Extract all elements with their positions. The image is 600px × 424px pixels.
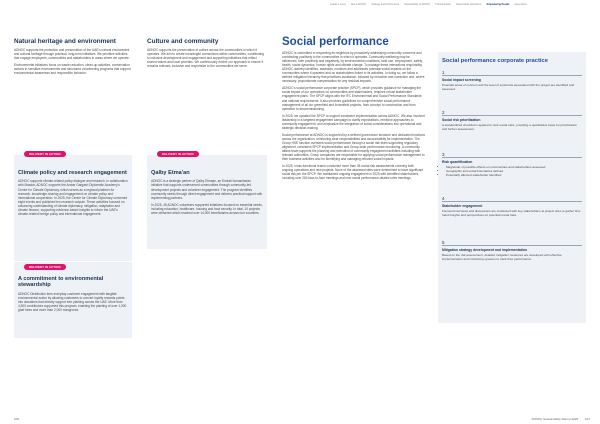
paragraph: ADNOC is a strategic partner of Qalby Etmaan, an Emirati humanitarian initiative that supports underserved communities through community-led development projects and volunteer engagement. The program identifies community needs through direct engagement and delivers practical support with implementing partners. bbox=[151, 179, 263, 200]
delivery-in-action-badge: DELIVERY IN ACTION bbox=[157, 151, 199, 157]
top-navigation bbox=[330, 3, 594, 9]
step-number: 1 bbox=[442, 70, 582, 76]
panel-step-1 bbox=[442, 70, 582, 91]
step-title: Social impact screening bbox=[442, 77, 481, 82]
panel-step-2 bbox=[442, 110, 582, 131]
panel-title: Social performance corporate practice bbox=[442, 58, 548, 64]
nav-item[interactable]: Appendices bbox=[514, 3, 527, 6]
footer-right bbox=[525, 417, 590, 421]
bullet-item: • Magnitude of possible effects on communities and stakeholders assessed bbox=[446, 165, 582, 169]
panel-step-4 bbox=[442, 196, 582, 217]
nav-item[interactable]: About ADNOC bbox=[350, 3, 367, 6]
nav-item[interactable]: Transformation bbox=[435, 3, 452, 6]
natural-heritage-section bbox=[14, 38, 132, 78]
panel-step-5 bbox=[442, 240, 582, 261]
bullet-item: • Potentially affected stakeholder identified bbox=[446, 173, 582, 177]
spcp-panel bbox=[438, 52, 586, 323]
culture-community-section bbox=[147, 38, 267, 71]
box-title: Climate policy and research engagement bbox=[18, 170, 127, 176]
step-number: 2 bbox=[442, 110, 582, 116]
paragraph: In 2025, 45 ADNOC volunteers supported initiatives focused on essential needs, including education, healthcare, housing and food security. In total, 10 projects were delivered which reached over 14,000 beneficiaries across four countries. bbox=[151, 202, 263, 215]
stewardship-content bbox=[18, 276, 128, 315]
paragraph: ADNOC Distribution tires everyday customer engagement with tangible environmental action by allowing customers to convert loyalty rewards points into donations that directly support tree planting across the UAE. More than 4,500 contributors supported this program, enabling the planting of over 1,900 ghaf trees and more than 2,000 mangroves. bbox=[18, 291, 127, 312]
paragraph: In 2025, cross-functional teams conducted more than 35 social risk assessments covering both ongoing operations and new projects. None of the assessed sites were determined to have significant social risk per the SPCP. We maintained ongoing engagement in 2025 with identified stakeholders, including over 260 face-to-face meetings and new social performance-related roles meetings. bbox=[282, 164, 424, 181]
nav-item[interactable]: Empowering People bbox=[486, 3, 510, 6]
paragraph: In 2025, we updated the SPCP to support consistent implementation across ADNOC. We also involved leadership in a targeted engagement campaign to clarify expectations, reinforce approaches to community engagement, and emphasize the integration of social considerations into operational and strategic decision-making. bbox=[282, 113, 425, 130]
step-text: Focused interviews and discussions are conducted with key stakeholders at project sites to gather first-hand insights and perspectives on potential social risks. bbox=[442, 209, 581, 218]
paragraph: ADNOC's social performance corporate practice (SPCP), which provides guidance for managing the social impact of our operations on communities and stakeholders, requires robust stakeholder engagement plans. The SPCP aligns with the IFC Environmental and Social Performance Standards and national requirements. It also provides guidelines for comprehensive social performance management of all our greenfield and brownfield projects, from concept to construction and from operation to decommissioning. bbox=[282, 86, 422, 111]
paragraph: ADNOC supports the protection and preservation of the UAE's natural environment and cultural heritage through practical, long-term initiatives. We prioritize activities that engage employees, communities and stakeholders in areas where we operate. bbox=[14, 48, 130, 61]
step-number: 5 bbox=[442, 240, 582, 246]
paragraph: ADNOC supports the preservation of culture across the communities in which it operates. We aim to create meaningful connections within communities, contributing to inclusive development and engagement and supporting initiatives that reflect shared values and local priorities. We continuously evolve our approach to ensure it remains relevant, inclusive and responsive to the communities we serve. bbox=[147, 48, 264, 69]
nav-item[interactable]: Strategy and Performance bbox=[371, 3, 400, 6]
report-name: ADNOC Sustainability Report 2025 bbox=[531, 417, 579, 421]
step-number: 3 bbox=[442, 152, 582, 158]
page-title: Social performance bbox=[282, 36, 389, 48]
page-number-left: 106 bbox=[14, 417, 20, 421]
nav-item[interactable]: Responsible Operations bbox=[456, 3, 482, 6]
bullet-item: • Geographic and social boundaries defined bbox=[446, 169, 582, 173]
social-performance-section bbox=[282, 38, 425, 183]
step-title: Mitigation strategy development and implementation bbox=[442, 247, 527, 252]
step-title: Social risk prioritization bbox=[442, 117, 481, 122]
nav-item[interactable]: Sustainability at ADNOC bbox=[404, 3, 431, 6]
step-text: Potential areas of concern and the level of social risk associated with the project are identified and assessed. bbox=[442, 83, 575, 92]
paragraph: Social performance at ADNOC is supported by a defined governance structure and dedicated functions across the organization, reinforcing clear responsibilities and accountability for implementation. The Group HSE function oversees social performance through a social risk team supporting regulatory alignment, consistent SPCP implementation and Group-wide performance monitoring. A community affairs team supports the planning and execution of community engagement activities including with relevant authorities. Group companies are responsible for applying social performance management to their business activities and for identifying and managing relevant social impacts. bbox=[282, 132, 425, 162]
delivery-in-action-badge: DELIVERY IN ACTION bbox=[24, 151, 66, 157]
paragraph: ADNOC supports climate-related policy dialogue and research. In collaboration with Masdar, ADNOC supports the Anwar Gargash Diplomatic Academy's Centre for Climate Diplomacy, which serves as a regional platform for research, knowledge-sharing and engagement on climate policy and international cooperation. In 2025, the Centre for Climate Diplomacy convened eight events and published ten research outputs. These activities focused on advancing understanding of climate diplomacy, mitigation, adaptation and climate finance, supporting evidence-based insights to inform the UAE's climate-related foreign policy and international engagement. bbox=[18, 179, 128, 216]
step-text: A standardized checklist is applied to rank social risks, providing a quantitative basis for prioritization and further assessment. bbox=[442, 123, 577, 132]
box-title: A commitment to environmental stewardship bbox=[18, 276, 104, 289]
step-bullets bbox=[442, 165, 582, 177]
page-number-right: 107 bbox=[584, 417, 590, 421]
step-title: Stakeholder engagement bbox=[442, 203, 483, 208]
nav-item[interactable]: Leader's Letter bbox=[330, 3, 346, 6]
paragraph: ADNOC is committed to respecting its neighbors by proactively addressing community concerns and contributing positively to the communities in which it operates. Community wellbeing may be influenced, both positively and negatively, by environmental conditions, land use, employment, safety, health, social dynamics, human rights and climate change. To manage these interactions responsibly, ADNOC actively identifies, assesses, monitors and addresses potential social impacts on the communities where it operates and on stakeholders linked to its activities. In doing so, we follow a defined mitigation hierarchy that prioritizes avoidance, followed by reduction and correction and, where necessary, proportionate compensation for any residual impacts. bbox=[282, 51, 425, 84]
step-number: 4 bbox=[442, 196, 582, 202]
step-title: Risk quantification bbox=[442, 159, 473, 164]
paragraph: Environmental initiatives focus on waste reduction, clean-up activities, conservation actions in sensitive environments and structured volunteering programs that support environmental awareness and responsible behavior. bbox=[14, 63, 131, 76]
delivery-in-action-badge: DELIVERY IN ACTION bbox=[24, 264, 66, 270]
climate-policy-content bbox=[18, 170, 128, 219]
step-text: Based on the risk assessment, detailed mitigation measures are developed with effective implementation and monitoring systems to track their performance. bbox=[442, 253, 562, 262]
qalby-content bbox=[151, 170, 263, 218]
section-title: Culture and community bbox=[147, 38, 219, 45]
box-title: Qalby Etma'an bbox=[151, 170, 190, 176]
panel-step-3 bbox=[442, 152, 582, 177]
section-title: Natural heritage and environment bbox=[14, 38, 116, 45]
